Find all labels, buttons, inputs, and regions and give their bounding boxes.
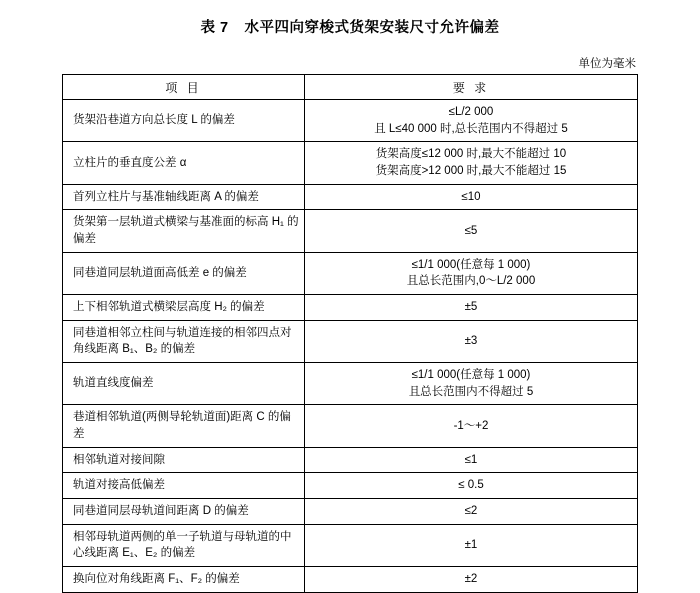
requirement-line: ≤ 0.5	[458, 479, 484, 492]
table-head	[63, 75, 638, 100]
requirement-line: -1～+2	[453, 419, 489, 432]
row-requirement	[304, 473, 637, 499]
row-requirement	[304, 142, 637, 184]
table-row	[63, 100, 638, 142]
requirement-line: 且 L≤40 000 时,总长范围内不得超过 5	[374, 122, 568, 135]
row-requirement	[304, 295, 637, 321]
row-requirement	[304, 447, 637, 473]
table-row	[63, 252, 638, 294]
requirement-line: 且总长范围内,0～L/2 000	[406, 275, 536, 288]
row-item: 巷道相邻轨道(两侧导轮轨道面)距离 C 的偏差	[63, 405, 305, 447]
row-item: 相邻轨道对接间隙	[63, 447, 305, 473]
requirement-line: ≤L/2 000	[448, 106, 494, 118]
row-item: 相邻母轨道两侧的单一子轨道与母轨道的中心线距离 E₁、E₂ 的偏差	[63, 524, 305, 566]
row-item: 同巷道同层轨道面高低差 e 的偏差	[63, 252, 305, 294]
table-title	[62, 0, 638, 41]
spec-table	[62, 74, 638, 593]
row-requirement	[304, 320, 637, 362]
row-requirement	[304, 184, 637, 210]
row-item: 首列立柱片与基准轴线距离 A 的偏差	[63, 184, 305, 210]
requirement-line: 且总长范围内不得超过 5	[408, 385, 534, 398]
table-row	[63, 210, 638, 252]
table-row	[63, 524, 638, 566]
table-row	[63, 473, 638, 499]
row-item: 立柱片的垂直度公差 α	[63, 142, 305, 184]
requirement-line: ±1	[464, 539, 478, 552]
table-row	[63, 405, 638, 447]
table-row	[63, 447, 638, 473]
row-requirement	[304, 405, 637, 447]
row-item: 换向位对角线距离 F₁、F₂ 的偏差	[63, 567, 305, 593]
requirement-line: ≤2	[464, 505, 478, 518]
table-row	[63, 567, 638, 593]
requirement-line: ≤1/1 000(任意每 1 000)	[411, 258, 531, 271]
table-row	[63, 320, 638, 362]
table-row	[63, 184, 638, 210]
row-requirement	[304, 567, 637, 593]
row-item: 货架第一层轨道式横梁与基准面的标高 H₁ 的偏差	[63, 210, 305, 252]
requirement-line: ≤10	[461, 190, 481, 203]
header-requirement: 要 求	[304, 75, 637, 100]
table-row	[63, 499, 638, 525]
row-requirement	[304, 499, 637, 525]
table-row	[63, 363, 638, 405]
table-body	[63, 100, 638, 593]
requirement-line: 货架高度>12 000 时,最大不能超过 15	[375, 165, 567, 178]
requirement-line: ±2	[464, 573, 478, 586]
row-item: 同巷道相邻立柱间与轨道连接的相邻四点对角线距离 B₁、B₂ 的偏差	[63, 320, 305, 362]
table-title-text: 水平四向穿梭式货架安装尺寸允许偏差	[244, 20, 500, 36]
table-number: 表 7	[200, 20, 229, 36]
header-item: 项 目	[63, 75, 305, 100]
table-header-row	[63, 75, 638, 100]
requirement-line: ≤1/1 000(任意每 1 000)	[411, 369, 531, 382]
table-row	[63, 295, 638, 321]
unit-note: 单位为毫米	[578, 58, 636, 70]
row-item: 货架沿巷道方向总长度 L 的偏差	[63, 100, 305, 142]
row-requirement	[304, 363, 637, 405]
row-item: 上下相邻轨道式横梁层高度 H₂ 的偏差	[63, 295, 305, 321]
row-requirement	[304, 100, 637, 142]
requirement-line: ≤1	[464, 453, 478, 466]
row-item: 轨道直线度偏差	[63, 363, 305, 405]
requirement-line: ±5	[464, 301, 478, 314]
row-item: 同巷道同层母轨道间距离 D 的偏差	[63, 499, 305, 525]
requirement-line: ±3	[464, 335, 478, 348]
row-requirement	[304, 210, 637, 252]
row-requirement	[304, 252, 637, 294]
requirement-line: 货架高度≤12 000 时,最大不能超过 10	[375, 148, 567, 161]
requirement-line: ≤5	[464, 224, 478, 237]
row-requirement	[304, 524, 637, 566]
row-item: 轨道对接高低偏差	[63, 473, 305, 499]
table-row	[63, 142, 638, 184]
